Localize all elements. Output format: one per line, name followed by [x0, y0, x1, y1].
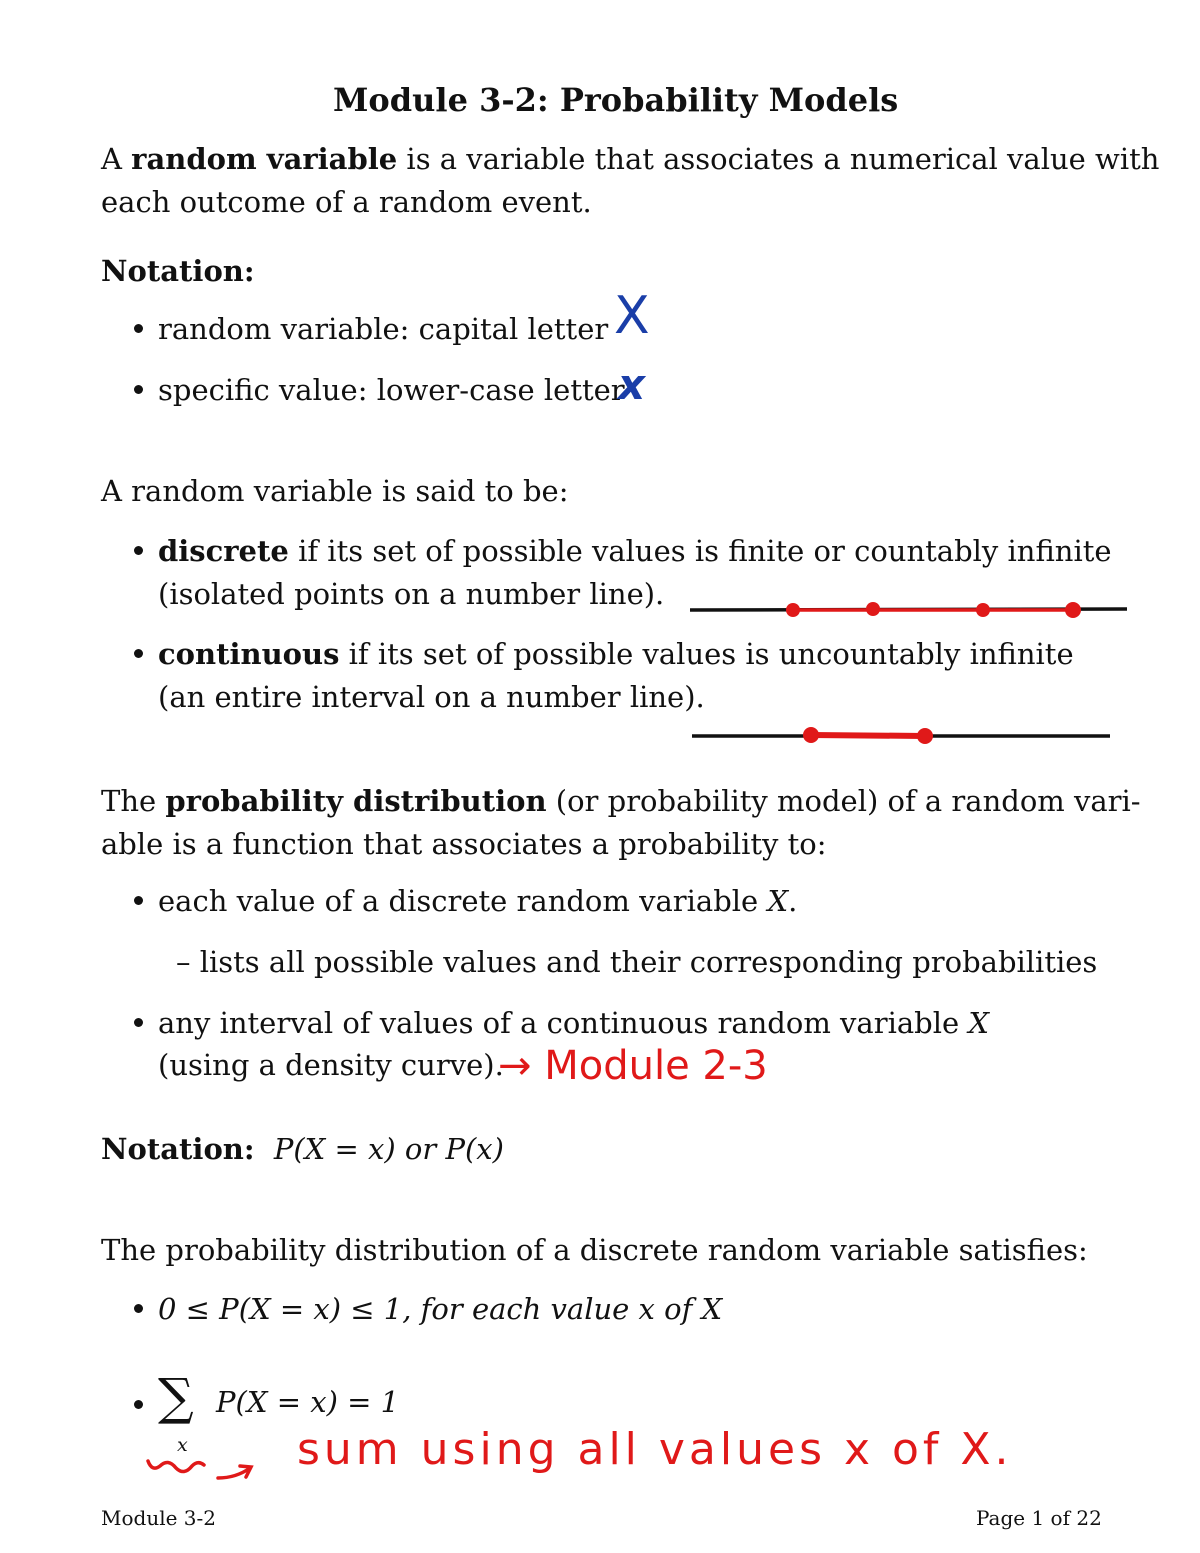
sum-subscript: x: [177, 1434, 188, 1456]
prob-dist-item-continuous: [158, 1006, 990, 1040]
prob-dist-item-discrete: [158, 884, 798, 918]
page-title: Module 3-2: Probability Models: [333, 81, 899, 119]
var-x: X: [767, 884, 789, 918]
prob-dist-a: The: [101, 784, 166, 818]
isolated-point: [786, 603, 800, 617]
notation-item-capital: random variable: capital letter: [158, 312, 609, 346]
discrete-number-line: [690, 602, 1127, 618]
continuous-rest-1: if its set of possible values is uncountably infinite: [339, 637, 1074, 671]
prob-dist-line-2: able is a function that associates a probability to:: [101, 827, 827, 861]
interval-endpoint: [917, 728, 933, 744]
notation-expression: P(X = x) or P(x): [273, 1132, 504, 1166]
sum-underline-annotation: [148, 1461, 251, 1478]
isolated-point: [866, 602, 880, 616]
bullet: [134, 896, 143, 905]
prob-dist-subitem: – lists all possible values and their corresponding probabilities: [176, 945, 1098, 979]
notation-heading-1: Notation:: [101, 254, 255, 288]
intro-a: A: [101, 142, 132, 176]
notation-heading-2: Notation:: [101, 1132, 255, 1166]
item-text: any interval of values of a continuous random variable: [158, 1006, 969, 1040]
term-discrete: discrete: [158, 534, 289, 568]
continuous-number-line: [692, 727, 1110, 744]
discrete-line-2: (isolated points on a number line).: [158, 577, 665, 611]
said-to-be: A random variable is said to be:: [101, 474, 569, 508]
prob-dist-item-continuous-2: (using a density curve).: [158, 1048, 504, 1082]
squiggle-underline: [148, 1461, 204, 1472]
sum-symbol: ∑: [158, 1368, 194, 1426]
bullet: [134, 1400, 143, 1409]
term-probability-distribution: probability distribution: [165, 784, 547, 818]
isolated-point: [1065, 602, 1081, 618]
intro-rest-1: is a variable that associates a numerical value with: [397, 142, 1160, 176]
bullet: [134, 1018, 143, 1027]
notation-item-lower: specific value: lower-case letter: [158, 373, 625, 407]
term-continuous: continuous: [158, 637, 340, 671]
item-text: each value of a discrete random variable: [158, 884, 768, 918]
bullet: [134, 1304, 143, 1313]
isolated-point: [976, 603, 990, 617]
prob-dist-rest-1: (or probability model) of a random vari-: [546, 784, 1141, 818]
handwritten-module-note: → Module 2-3: [498, 1043, 768, 1089]
handwritten-sum-note: sum using all values x of X.: [297, 1424, 1013, 1475]
term-random-variable: random variable: [131, 142, 398, 176]
continuous-line-2: (an entire interval on a number line).: [158, 680, 705, 714]
interval-endpoint: [803, 727, 819, 743]
handwritten-lower-x: x: [618, 360, 646, 409]
discrete-rest-1: if its set of possible values is finite or countably infinite: [288, 534, 1112, 568]
rule-range: 0 ≤ P(X = x) ≤ 1, for each value x of X: [158, 1292, 723, 1326]
satisfies-line: The probability distribution of a discrete random variable satisfies:: [101, 1233, 1088, 1267]
interval-segment: [811, 735, 925, 736]
footer-left: Module 3-2: [101, 1506, 216, 1530]
rule-sum-equals-one: P(X = x) = 1: [216, 1385, 400, 1419]
notation-line-2: [101, 1132, 504, 1166]
handwritten-capital-x: X: [614, 286, 650, 346]
var-x: X: [968, 1006, 990, 1040]
prob-dist-line-1: [101, 784, 1141, 818]
item-period: .: [788, 884, 798, 918]
intro-line-2: each outcome of a random event.: [101, 185, 592, 219]
footer-page-number: Page 1 of 22: [976, 1506, 1102, 1530]
